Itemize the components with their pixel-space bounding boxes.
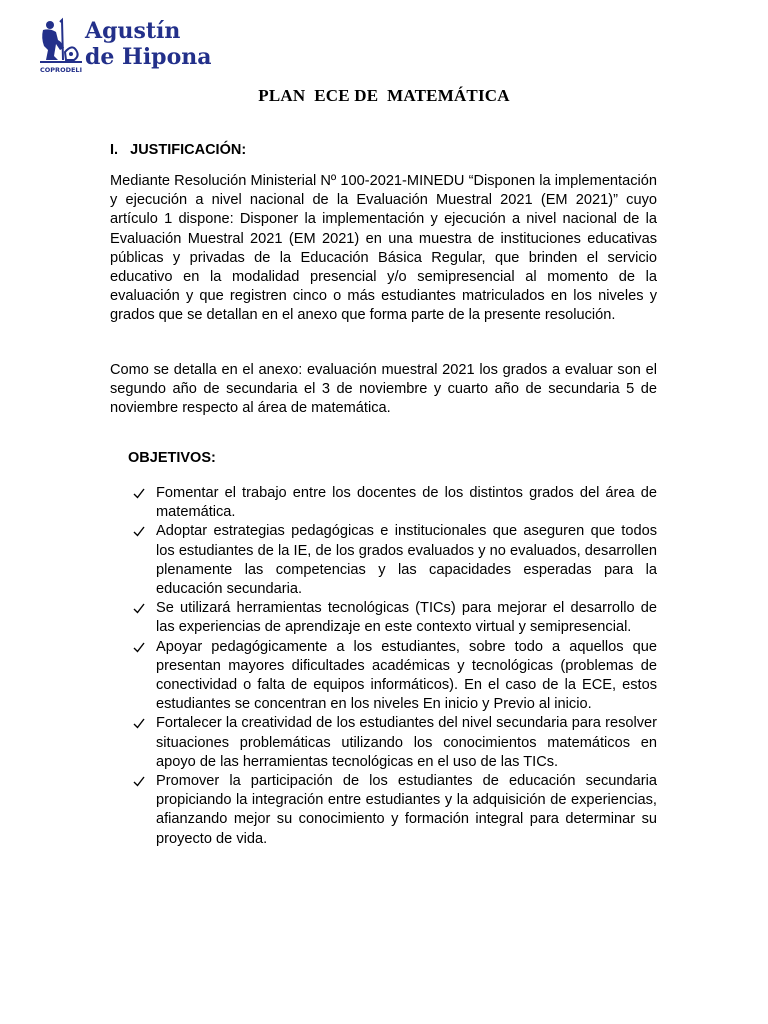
objective-text: Fomentar el trabajo entre los docentes de los distintos grados del área de matemática. — [156, 485, 657, 521]
objective-text: Se utilizará herramientas tecnológicas (TICs) para mejorar el desarrollo de las experiencias de aprendizaje en este contexto virtual y semipresencial. — [156, 600, 657, 636]
list-item — [130, 714, 657, 772]
emblem-caption: COPRODELI — [40, 66, 82, 74]
list-item — [130, 484, 657, 522]
checkmark-icon — [132, 522, 146, 541]
logo-text-line1: Agustín — [85, 18, 181, 44]
list-item — [130, 522, 657, 599]
objective-text: Fortalecer la creatividad de los estudiantes del nivel secundaria para resolver situaciones problemáticas utilizando los conocimientos matemáticos en apoyo de las herramientas tecnológicas en el uso de las TICs. — [156, 715, 657, 770]
checkmark-icon — [132, 772, 146, 791]
list-item — [130, 772, 657, 849]
checkmark-icon — [132, 714, 146, 733]
checkmark-icon — [132, 638, 146, 657]
section-heading-justificacion: I. JUSTIFICACIÓN: — [110, 142, 247, 158]
justificacion-paragraph-2: Como se detalla en el anexo: evaluación muestral 2021 los grados a evaluar son el segundo año de secundaria el 3 de noviembre y cuarto año de secundaria 5 de noviembre respecto al área de matemática. — [110, 362, 657, 417]
school-logo — [38, 16, 212, 76]
objective-text: Adoptar estrategias pedagógicas e institucionales que aseguren que todos los estudiantes de la IE, de los grados evaluados y no evaluados, desarrollen plenamente las competencias y las capacidades esperadas para la educación secundaria. — [156, 523, 657, 598]
justificacion-paragraph-1: Mediante Resolución Ministerial Nº 100-2021-MINEDU “Disponen la implementación y ejecución a nivel nacional de la Evaluación Muestral 2021 (EM 2021)” cuyo artículo 1 dispone: Disponer la implementación y ejecución a nivel nacional de la Evaluación Muestral 2021 (EM 2021) en una muestra de instituciones educativas públicas y privadas de la Educación Básica Regular, que brinden el servicio educativo en la modalidad presencial y/o semipresencial al momento de la evaluación y que registren cinco o más estudiantes matriculados en los niveles y grados que se detallan en el anexo que forma parte de la presente resolución. — [110, 173, 657, 324]
objectives-list — [130, 484, 657, 849]
checkmark-icon — [132, 599, 146, 618]
checkmark-icon — [132, 484, 146, 503]
objective-text: Apoyar pedagógicamente a los estudiantes, sobre todo a aquellos que presentan mayores dificultades académicas y tecnológicas (problemas de conectividad o falta de equipos informáticos). En el caso de la ECE, estos estudiantes se concentran en los niveles En inicio y Previo al inicio. — [156, 638, 657, 713]
augustine-emblem-icon — [38, 16, 84, 76]
list-item — [130, 638, 657, 715]
objective-text: Promover la participación de los estudiantes de educación secundaria propiciando la integración entre estudiantes y la adquisición de experiencias, afianzando mejor su conocimiento y formación integral para determinar su proyecto de vida. — [156, 773, 657, 847]
list-item — [130, 599, 657, 637]
logo-text-line2: de Hipona — [85, 44, 212, 70]
document-title: PLAN ECE DE MATEMÁTICA — [258, 86, 510, 105]
section-heading-objetivos: OBJETIVOS: — [128, 450, 216, 466]
